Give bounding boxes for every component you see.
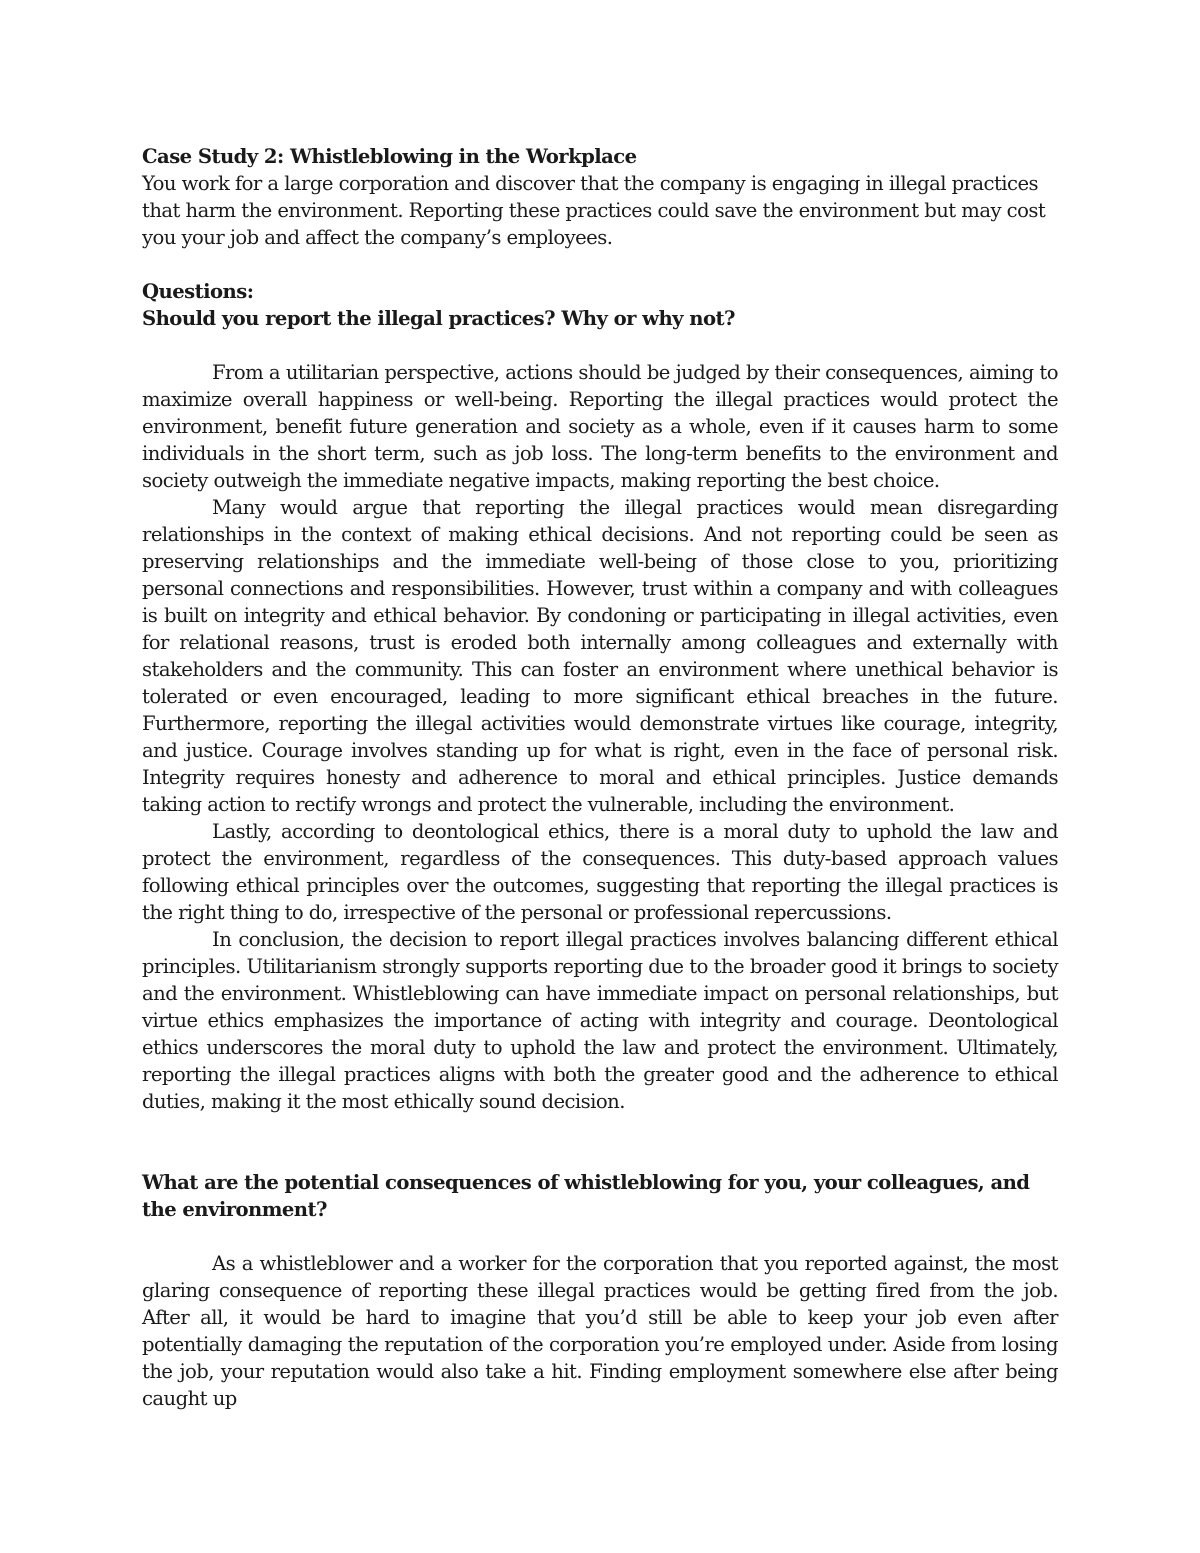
answer-1-paragraph-virtue: Many would argue that reporting the illegal practices would mean disregarding relationships in the context of making ethical decisions. And not reporting could be seen as preserving relationships and the immediate well-being of those close to you, prioritizing personal connections and responsibilities. However, trust within a company and with colleagues is built on integrity and ethical behavior. By condoning or participating in illegal activities, even for relational reasons, trust is eroded both internally among colleagues and externally with stakeholders and the community. This can foster an environment where unethical behavior is tolerated or even encouraged, leading to more significant ethical breaches in the future. Furthermore, reporting the illegal activities would demonstrate virtues like courage, integrity, and justice. Courage involves standing up for what is right, even in the face of personal risk. Integrity requires honesty and adherence to moral and ethical principles. Justice demands taking action to rectify wrongs and protect the vulnerable, including the environment. (142, 496, 1058, 816)
document-page (142, 143, 1058, 1412)
questions-heading: Questions: (142, 280, 254, 303)
spacer (142, 1223, 1058, 1250)
answer-1-paragraph-utilitarian: From a utilitarian perspective, actions should be judged by their consequences, aiming to maximize overall happiness or well-being. Reporting the illegal practices would protect the environment, benefit future generation and society as a whole, even if it causes harm to some individuals in the short term, such as job loss. The long-term benefits to the environment and society outweigh the immediate negative impacts, making reporting the best choice. (142, 361, 1058, 492)
answer-1-paragraph-conclusion: In conclusion, the decision to report illegal practices involves balancing different ethical principles. Utilitarianism strongly supports reporting due to the broader good it brings to society and the environment. Whistleblowing can have immediate impact on personal relationships, but virtue ethics emphasizes the importance of acting with integrity and courage. Deontological ethics underscores the moral duty to uphold the law and protect the environment. Ultimately, reporting the illegal practices aligns with both the greater good and the adherence to ethical duties, making it the most ethically sound decision. (142, 928, 1058, 1113)
question-2: What are the potential consequences of whistleblowing for you, your colleagues, and the environment? (142, 1171, 1030, 1221)
answer-2-paragraph-1: As a whistleblower and a worker for the corporation that you reported against, the most glaring consequence of reporting these illegal practices would be getting fired from the job. After all, it would be hard to imagine that you’d still be able to keep your job even after potentially damaging the reputation of the corporation you’re employed under. Aside from losing the job, your reputation would also take a hit. Finding employment somewhere else after being caught up (142, 1252, 1058, 1410)
case-study-title: Case Study 2: Whistleblowing in the Workplace (142, 145, 637, 168)
spacer (142, 251, 1058, 278)
answer-1-paragraph-deontological: Lastly, according to deontological ethics, there is a moral duty to uphold the law and protect the environment, regardless of the consequences. This duty-based approach values following ethical principles over the outcomes, suggesting that reporting the illegal practices is the right thing to do, irrespective of the personal or professional repercussions. (142, 820, 1058, 924)
spacer (142, 332, 1058, 359)
case-study-intro: You work for a large corporation and discover that the company is engaging in illegal practices that harm the environment. Reporting these practices could save the environment but may cost you your job and affect the company’s employees. (142, 172, 1046, 249)
question-1: Should you report the illegal practices? Why or why not? (142, 307, 735, 330)
spacer (142, 1115, 1058, 1169)
